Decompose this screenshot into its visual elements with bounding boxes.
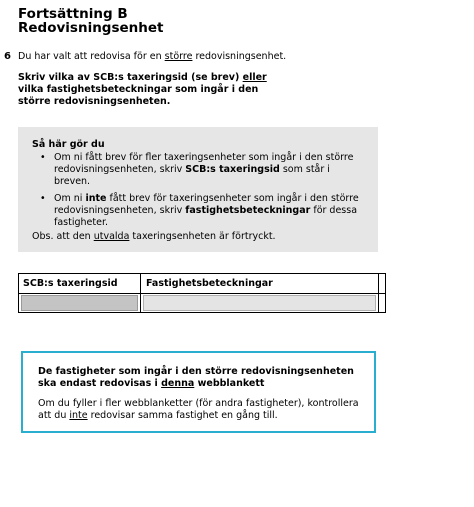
note-bold-underlined: denna (161, 378, 195, 389)
col-header-fastighetsbeteckningar: Fastighetsbeteckningar (146, 278, 273, 289)
page-title (18, 7, 164, 35)
info-note-box (21, 351, 376, 433)
help-obs-note (32, 231, 276, 243)
question-instruction (18, 72, 268, 108)
obs-underlined: utvalda (93, 231, 130, 242)
bullet2-bold-1: inte (85, 193, 107, 204)
note-text-post: redovisar samma fastighet en gång till. (87, 410, 278, 421)
note-bold-pre: De fastigheter som ingår i den större redovisningsenheten ska endast redovisas i (38, 366, 354, 389)
obs-text-end: taxeringsenheten är förtryckt. (129, 231, 276, 242)
bullet2-text: Om ni (54, 193, 86, 204)
help-list (32, 152, 359, 234)
intro-underlined: större (164, 51, 193, 62)
note-bold-text (38, 366, 363, 390)
intro-text-end: redovisningsenhet. (192, 51, 287, 62)
help-bullet-1 (54, 152, 359, 188)
bullet1-text-end: som står i breven. (54, 164, 330, 187)
fastighetsbeteckning-input[interactable] (143, 295, 376, 311)
col-header-taxeringsid: SCB:s taxeringsid (23, 278, 118, 289)
note-text (38, 398, 363, 422)
bullet2-text-mid: fått brev för taxeringsenheter som ingår i den större redovisningsenheten, skriv (54, 193, 359, 216)
help-bullet-2 (54, 193, 359, 229)
instruction-underlined: eller (242, 72, 267, 83)
bullet1-text: Om ni fått brev för fler taxeringsenheter som ingår i den större redovisningsenheten, skriv (54, 152, 354, 175)
row-divider (19, 293, 385, 294)
taxering-table (18, 273, 386, 313)
intro-text: Du har valt att redovisa för en (18, 51, 165, 62)
note-bold-post: webblankett (194, 378, 265, 389)
taxeringsid-input[interactable] (21, 295, 138, 311)
help-heading: Så här gör du (32, 139, 105, 150)
title-line-1: Fortsättning B (18, 6, 128, 22)
obs-text: Obs. att den (32, 231, 94, 242)
note-text-underlined: inte (69, 410, 88, 421)
bullet1-bold: SCB:s taxeringsid (185, 164, 280, 175)
title-line-2: Redovisningsenhet (18, 20, 164, 36)
question-number: 6 (4, 51, 11, 62)
bullet2-text-end: för dessa fastigheter. (54, 205, 358, 228)
help-box (18, 127, 378, 252)
bullet2-bold-2: fastighetsbeteckningar (185, 205, 311, 216)
note-text-pre: Om du fyller i fler webblanketter (för andra fastigheter), kontrollera att du (38, 398, 359, 421)
instruction-text-end: vilka fastighetsbeteckningar som ingår i den större redovisningsenheten. (18, 84, 259, 107)
question-intro (18, 51, 286, 62)
instruction-text: Skriv vilka av SCB:s taxeringsid (se brev) (18, 72, 243, 83)
